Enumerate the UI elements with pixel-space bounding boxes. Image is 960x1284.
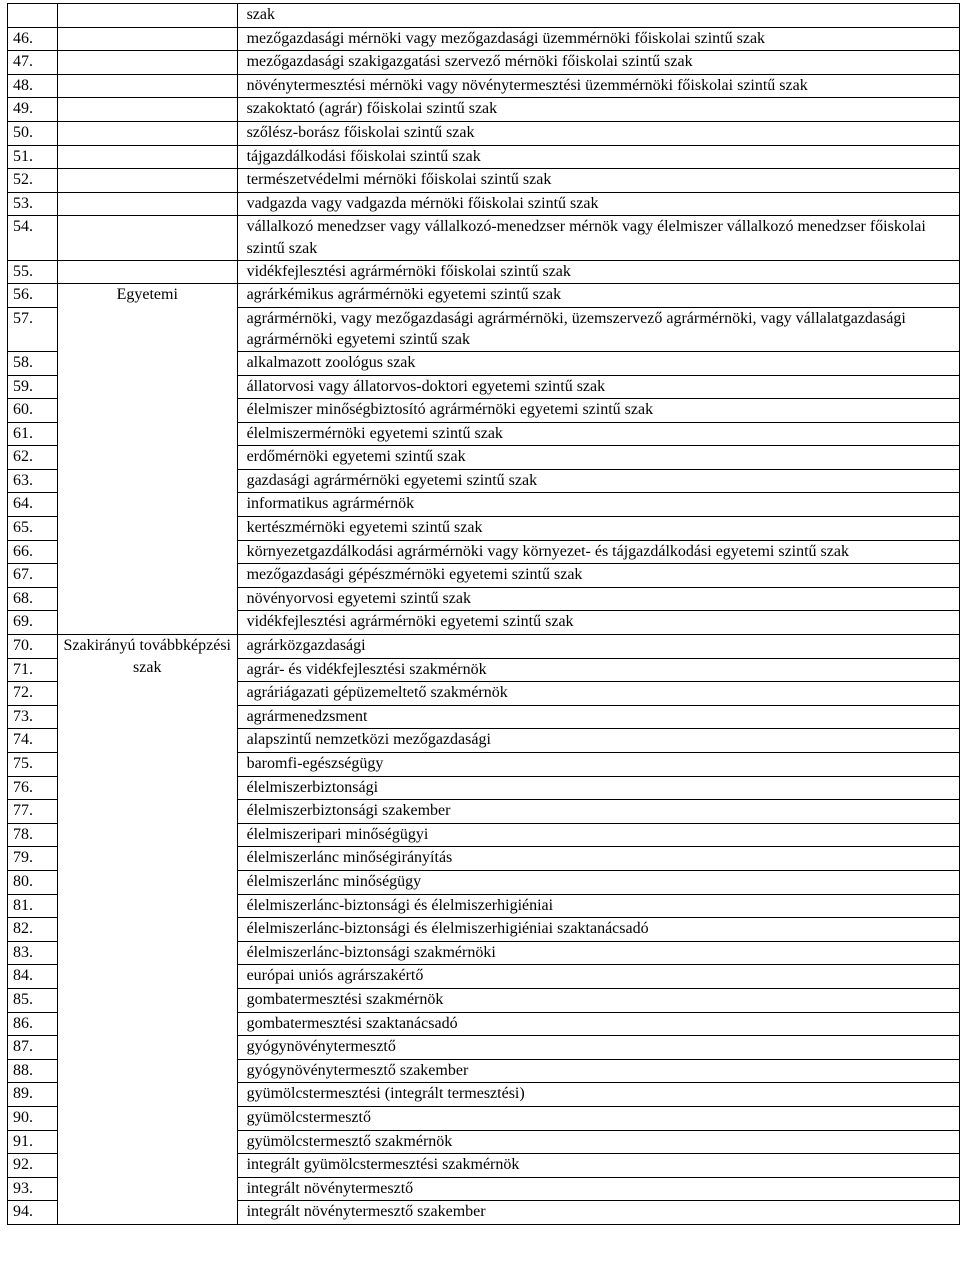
row-number-cell: 51. xyxy=(8,145,58,169)
table-row xyxy=(8,98,960,122)
row-number-cell: 58. xyxy=(8,351,58,375)
degree-name-cell: gazdasági agrármérnöki egyetemi szintű szak xyxy=(237,469,959,493)
degree-name-cell: mezőgazdasági szakigazgatási szervező mérnöki főiskolai szintű szak xyxy=(237,51,959,75)
row-number-cell: 48. xyxy=(8,74,58,98)
row-number-cell: 46. xyxy=(8,27,58,51)
degree-name-cell: vidékfejlesztési agrármérnöki főiskolai szintű szak xyxy=(237,260,959,284)
row-number-cell: 85. xyxy=(8,988,58,1012)
level-cell xyxy=(57,169,237,193)
row-number-cell: 92. xyxy=(8,1154,58,1178)
level-cell xyxy=(57,260,237,284)
row-number-cell: 66. xyxy=(8,540,58,564)
row-number-cell: 91. xyxy=(8,1130,58,1154)
row-number-cell: 89. xyxy=(8,1083,58,1107)
row-number-cell: 47. xyxy=(8,51,58,75)
degree-name-cell: élelmiszeripari minőségügyi xyxy=(237,823,959,847)
table-row xyxy=(8,51,960,75)
table-row xyxy=(8,260,960,284)
degree-name-cell: kertészmérnöki egyetemi szintű szak xyxy=(237,517,959,541)
degree-name-cell: agrármérnöki, vagy mezőgazdasági agrármérnöki, üzemszervező agrármérnöki, vagy vállalatgazdasági agrármérnöki egyetemi szintű szak xyxy=(237,307,959,351)
degree-name-cell: agrárkémikus agrármérnöki egyetemi szintű szak xyxy=(237,284,959,308)
level-cell xyxy=(57,98,237,122)
row-number-cell: 75. xyxy=(8,753,58,777)
degree-name-cell: élelmiszer minőségbiztosító agrármérnöki egyetemi szintű szak xyxy=(237,399,959,423)
degree-name-cell: természetvédelmi mérnöki főiskolai szintű szak xyxy=(237,169,959,193)
degree-name-cell: gombatermesztési szakmérnök xyxy=(237,988,959,1012)
degree-name-cell: agráriágazati gépüzemeltető szakmérnök xyxy=(237,682,959,706)
degree-name-cell: vállalkozó menedzser vagy vállalkozó-menedzser mérnök vagy élelmiszer vállalkozó menedzser főiskolai szintű szak xyxy=(237,216,959,260)
row-number-cell: 57. xyxy=(8,307,58,351)
table-row xyxy=(8,192,960,216)
row-number-cell: 54. xyxy=(8,216,58,260)
row-number-cell: 71. xyxy=(8,658,58,682)
row-number-cell: 94. xyxy=(8,1201,58,1225)
degree-name-cell: élelmiszerlánc-biztonsági szakmérnöki xyxy=(237,941,959,965)
level-cell xyxy=(57,74,237,98)
degree-name-cell: élelmiszermérnöki egyetemi szintű szak xyxy=(237,422,959,446)
level-group-cell: Egyetemi xyxy=(57,284,237,635)
degree-name-cell: mezőgazdasági mérnöki vagy mezőgazdasági üzemmérnöki főiskolai szintű szak xyxy=(237,27,959,51)
level-cell xyxy=(57,4,237,28)
row-number-cell: 79. xyxy=(8,847,58,871)
row-number-cell: 56. xyxy=(8,284,58,308)
row-number-cell: 90. xyxy=(8,1106,58,1130)
degree-name-cell: agrár- és vidékfejlesztési szakmérnök xyxy=(237,658,959,682)
level-cell xyxy=(57,216,237,260)
degree-name-cell: állatorvosi vagy állatorvos-doktori egyetemi szintű szak xyxy=(237,375,959,399)
level-cell xyxy=(57,145,237,169)
row-number-cell: 55. xyxy=(8,260,58,284)
row-number-cell: 67. xyxy=(8,564,58,588)
degree-name-cell: gyógynövénytermesztő szakember xyxy=(237,1059,959,1083)
row-number-cell: 83. xyxy=(8,941,58,965)
row-number-cell: 72. xyxy=(8,682,58,706)
table-row xyxy=(8,635,960,659)
row-number-cell: 61. xyxy=(8,422,58,446)
row-number-cell: 86. xyxy=(8,1012,58,1036)
degree-name-cell: növényorvosi egyetemi szintű szak xyxy=(237,587,959,611)
row-number-cell: 80. xyxy=(8,870,58,894)
degree-name-cell: élelmiszerlánc minőségügy xyxy=(237,870,959,894)
degree-name-cell: informatikus agrármérnök xyxy=(237,493,959,517)
degree-table xyxy=(7,3,960,1225)
degree-name-cell: agrármenedzsment xyxy=(237,705,959,729)
degree-name-cell: vadgazda vagy vadgazda mérnöki főiskolai szintű szak xyxy=(237,192,959,216)
row-number-cell: 73. xyxy=(8,705,58,729)
degree-name-cell: integrált növénytermesztő szakember xyxy=(237,1201,959,1225)
degree-name-cell: integrált növénytermesztő xyxy=(237,1177,959,1201)
level-cell xyxy=(57,51,237,75)
degree-name-cell: gyógynövénytermesztő xyxy=(237,1036,959,1060)
row-number-cell: 52. xyxy=(8,169,58,193)
degree-name-cell: mezőgazdasági gépészmérnöki egyetemi szintű szak xyxy=(237,564,959,588)
table-row xyxy=(8,74,960,98)
level-cell xyxy=(57,121,237,145)
degree-name-cell: szak xyxy=(237,4,959,28)
row-number-cell: 65. xyxy=(8,517,58,541)
row-number-cell: 77. xyxy=(8,800,58,824)
degree-name-cell: élelmiszerlánc minőségirányítás xyxy=(237,847,959,871)
row-number-cell: 49. xyxy=(8,98,58,122)
row-number-cell: 81. xyxy=(8,894,58,918)
row-number-cell: 59. xyxy=(8,375,58,399)
degree-name-cell: szakoktató (agrár) főiskolai szintű szak xyxy=(237,98,959,122)
degree-name-cell: élelmiszerbiztonsági szakember xyxy=(237,800,959,824)
row-number-cell: 93. xyxy=(8,1177,58,1201)
degree-name-cell: élelmiszerlánc-biztonsági és élelmiszerhigiéniai szaktanácsadó xyxy=(237,918,959,942)
table-row xyxy=(8,145,960,169)
degree-name-cell: gombatermesztési szaktanácsadó xyxy=(237,1012,959,1036)
row-number-cell: 63. xyxy=(8,469,58,493)
row-number-cell: 88. xyxy=(8,1059,58,1083)
row-number-cell: 53. xyxy=(8,192,58,216)
row-number-cell: 84. xyxy=(8,965,58,989)
degree-name-cell: vidékfejlesztési agrármérnöki egyetemi szintű szak xyxy=(237,611,959,635)
degree-name-cell: környezetgazdálkodási agrármérnöki vagy környezet- és tájgazdálkodási egyetemi szintű szak xyxy=(237,540,959,564)
table-row xyxy=(8,121,960,145)
level-group-cell: Szakirányú továbbképzési szak xyxy=(57,635,237,1225)
degree-name-cell: tájgazdálkodási főiskolai szintű szak xyxy=(237,145,959,169)
table-row xyxy=(8,169,960,193)
row-number-cell xyxy=(8,4,58,28)
degree-name-cell: integrált gyümölcstermesztési szakmérnök xyxy=(237,1154,959,1178)
degree-name-cell: élelmiszerbiztonsági xyxy=(237,776,959,800)
row-number-cell: 64. xyxy=(8,493,58,517)
row-number-cell: 78. xyxy=(8,823,58,847)
degree-name-cell: alapszintű nemzetközi mezőgazdasági xyxy=(237,729,959,753)
level-cell xyxy=(57,27,237,51)
table-row xyxy=(8,27,960,51)
row-number-cell: 68. xyxy=(8,587,58,611)
degree-name-cell: agrárközgazdasági xyxy=(237,635,959,659)
row-number-cell: 70. xyxy=(8,635,58,659)
degree-name-cell: alkalmazott zoológus szak xyxy=(237,351,959,375)
row-number-cell: 50. xyxy=(8,121,58,145)
row-number-cell: 74. xyxy=(8,729,58,753)
degree-name-cell: európai uniós agrárszakértő xyxy=(237,965,959,989)
table-row xyxy=(8,216,960,260)
table-row-continuation xyxy=(8,4,960,28)
degree-name-cell: élelmiszerlánc-biztonsági és élelmiszerhigiéniai xyxy=(237,894,959,918)
table-row xyxy=(8,284,960,308)
degree-name-cell: gyümölcstermesztő szakmérnök xyxy=(237,1130,959,1154)
row-number-cell: 76. xyxy=(8,776,58,800)
row-number-cell: 62. xyxy=(8,446,58,470)
row-number-cell: 69. xyxy=(8,611,58,635)
degree-name-cell: baromfi-egészségügy xyxy=(237,753,959,777)
degree-name-cell: szőlész-borász főiskolai szintű szak xyxy=(237,121,959,145)
row-number-cell: 60. xyxy=(8,399,58,423)
level-cell xyxy=(57,192,237,216)
degree-name-cell: növénytermesztési mérnöki vagy növénytermesztési üzemmérnöki főiskolai szintű szak xyxy=(237,74,959,98)
degree-name-cell: gyümölcstermesztő xyxy=(237,1106,959,1130)
row-number-cell: 82. xyxy=(8,918,58,942)
degree-name-cell: erdőmérnöki egyetemi szintű szak xyxy=(237,446,959,470)
degree-name-cell: gyümölcstermesztési (integrált termesztési) xyxy=(237,1083,959,1107)
row-number-cell: 87. xyxy=(8,1036,58,1060)
